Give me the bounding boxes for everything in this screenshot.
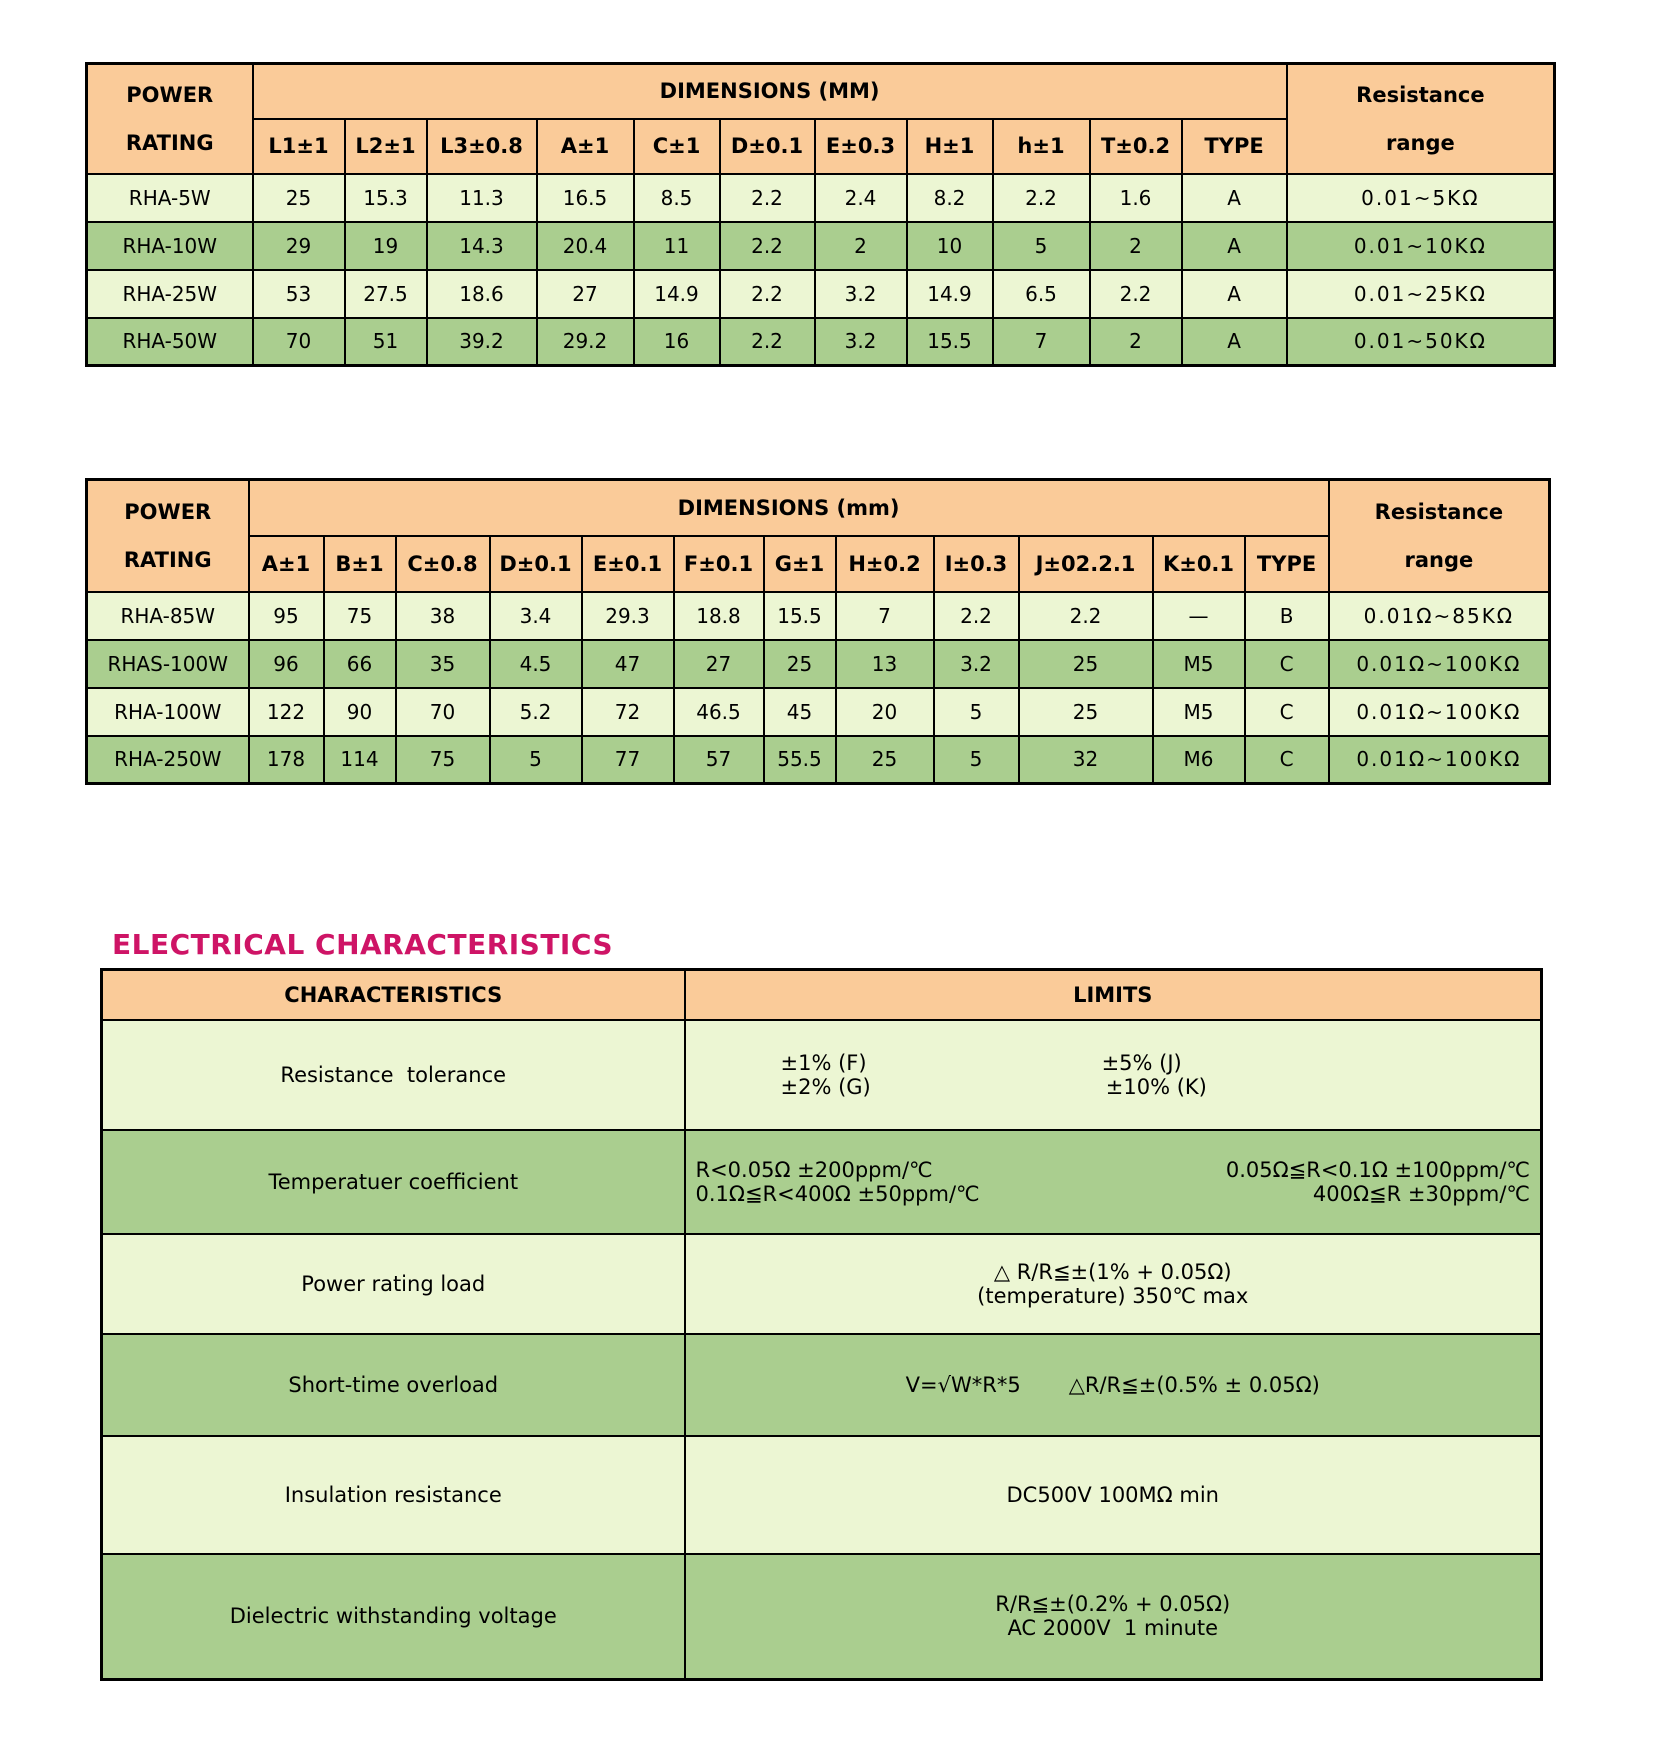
type-cell: C (1245, 688, 1329, 736)
resistance-label: Resistance (1356, 82, 1485, 107)
limits-lines (686, 1260, 1541, 1308)
limit-value: ±5% (J) (1101, 1050, 1182, 1075)
table-row (102, 1234, 1542, 1334)
dimension-cell: 3.2 (815, 318, 907, 366)
dimension-cell: 35 (396, 640, 490, 688)
power-rating-header (87, 480, 249, 592)
power-rating-header (87, 64, 253, 174)
dimension-cell: 38 (396, 592, 490, 640)
limits-line (686, 1158, 1541, 1182)
table-row (102, 1554, 1542, 1680)
col-header: H±1 (907, 119, 993, 174)
power-label: POWER (124, 499, 212, 524)
dimension-cell: 90 (324, 688, 396, 736)
limit-value: △R/R≦±(0.5% ± 0.05Ω) (1068, 1372, 1320, 1397)
limit-value: 0.05Ω≦R<0.1Ω ±100ppm/℃ (1225, 1157, 1530, 1182)
resistance-range-cell: 0.01~10KΩ (1287, 222, 1555, 270)
power-rating-header-text (88, 500, 248, 572)
dimension-cell: 25 (253, 174, 345, 222)
dimension-cell: 14.9 (634, 270, 720, 318)
characteristic-cell: Dielectric withstanding voltage (102, 1554, 685, 1680)
col-header: D±0.1 (720, 119, 815, 174)
limit-value: R<0.05Ω ±200ppm/℃ (695, 1157, 933, 1182)
table-header-row (87, 480, 1550, 536)
dimension-cell: 10 (907, 222, 993, 270)
power-rating-cell: RHA-10W (87, 222, 253, 270)
dimension-cell: 72 (582, 688, 674, 736)
dimension-cell: 2 (1090, 222, 1182, 270)
dimension-cell: 14.3 (427, 222, 537, 270)
dimension-cell: 20.4 (537, 222, 634, 270)
dimension-cell: 29.3 (582, 592, 674, 640)
limit-value: DC500V 100MΩ min (1006, 1482, 1219, 1507)
type-cell: A (1182, 318, 1287, 366)
dimension-cell: 5.2 (490, 688, 582, 736)
dimension-cell: 51 (345, 318, 427, 366)
dimension-cell: 2.2 (720, 222, 815, 270)
dimension-cell: 7 (836, 592, 934, 640)
limits-line (686, 1592, 1541, 1616)
col-header: T±0.2 (1090, 119, 1182, 174)
col-header: A±1 (537, 119, 634, 174)
limit-value: R/R≦±(0.2% + 0.05Ω) (995, 1592, 1231, 1617)
col-header: J±02.2.1 (1019, 536, 1153, 592)
table-row (87, 222, 1555, 270)
dimension-cell: 2.2 (934, 592, 1019, 640)
dimension-cell: 18.8 (674, 592, 764, 640)
dimension-cell: 8.2 (907, 174, 993, 222)
type-cell: C (1245, 640, 1329, 688)
dimension-cell: 18.6 (427, 270, 537, 318)
characteristic-cell: Insulation resistance (102, 1436, 685, 1554)
dimension-cell: 46.5 (674, 688, 764, 736)
limits-cell (685, 1436, 1542, 1554)
limits-lines (686, 1592, 1541, 1640)
dimension-cell: 2.2 (720, 174, 815, 222)
dimension-cell: 39.2 (427, 318, 537, 366)
characteristic-cell: Resistance tolerance (102, 1020, 685, 1130)
dimension-cell: 15.3 (345, 174, 427, 222)
dimension-cell: 25 (764, 640, 836, 688)
type-cell: A (1182, 222, 1287, 270)
rating-label: RATING (123, 547, 212, 572)
col-header: G±1 (764, 536, 836, 592)
dimension-cell: 5 (490, 736, 582, 784)
resistance-range-cell: 0.01~50KΩ (1287, 318, 1555, 366)
table-row (87, 174, 1555, 222)
power-rating-cell: RHA-250W (87, 736, 249, 784)
dimension-cell: 13 (836, 640, 934, 688)
resistance-range-cell: 0.01Ω~100KΩ (1329, 688, 1550, 736)
resistance-range-header (1329, 480, 1550, 592)
table-row (87, 688, 1550, 736)
characteristic-cell: Short-time overload (102, 1334, 685, 1436)
dimension-cell: 53 (253, 270, 345, 318)
col-header: L1±1 (253, 119, 345, 174)
table-row (102, 1130, 1542, 1234)
characteristic-cell: Temperatuer coefficient (102, 1130, 685, 1234)
table-header-row (87, 64, 1555, 119)
table-row (102, 1334, 1542, 1436)
dimension-cell: 75 (324, 592, 396, 640)
dimension-cell: 122 (249, 688, 324, 736)
dimension-cell: 2.2 (1019, 592, 1153, 640)
col-header: E±0.3 (815, 119, 907, 174)
dimension-cell: 3.2 (934, 640, 1019, 688)
dimension-cell: 5 (993, 222, 1090, 270)
dimension-cell: 19 (345, 222, 427, 270)
power-rating-cell: RHAS-100W (87, 640, 249, 688)
dimension-cell: 96 (249, 640, 324, 688)
table-header-row (102, 970, 1542, 1020)
limits-line (686, 1483, 1541, 1507)
limits-cell (685, 1130, 1542, 1234)
section-title: ELECTRICAL CHARACTERISTICS (112, 928, 614, 961)
dimension-cell: M5 (1153, 688, 1245, 736)
power-label: POWER (126, 82, 214, 107)
limits-line (686, 1373, 1541, 1397)
electrical-characteristics-table (100, 968, 1543, 1681)
dimension-cell: 5 (934, 736, 1019, 784)
dimension-cell: 178 (249, 736, 324, 784)
dimension-cell: 3.4 (490, 592, 582, 640)
dimension-cell: 29 (253, 222, 345, 270)
dimension-cell: — (1153, 592, 1245, 640)
type-cell: C (1245, 736, 1329, 784)
limit-value: ±10% (K) (1105, 1074, 1207, 1099)
col-header: TYPE (1182, 119, 1287, 174)
col-header: C±1 (634, 119, 720, 174)
dimensions-header: DIMENSIONS (mm) (249, 480, 1329, 536)
dimension-cell: 70 (396, 688, 490, 736)
resistance-range-cell: 0.01Ω~100KΩ (1329, 640, 1550, 688)
dimension-cell: 77 (582, 736, 674, 784)
power-rating-cell: RHA-85W (87, 592, 249, 640)
dimension-cell: 2.2 (720, 270, 815, 318)
dimension-cell: M5 (1153, 640, 1245, 688)
dimension-cell: 32 (1019, 736, 1153, 784)
limits-line (686, 1616, 1541, 1640)
dimensions-table-large-types (85, 478, 1551, 785)
dimension-cell: 66 (324, 640, 396, 688)
dimension-cell: 57 (674, 736, 764, 784)
limits-lines (686, 1051, 1541, 1099)
limit-value: 400Ω≦R ±30ppm/℃ (1312, 1181, 1530, 1206)
dimension-cell: 27 (537, 270, 634, 318)
dimension-cell: 29.2 (537, 318, 634, 366)
power-rating-header-text (88, 83, 252, 155)
resistance-range-cell: 0.01~5KΩ (1287, 174, 1555, 222)
col-header: K±0.1 (1153, 536, 1245, 592)
power-rating-cell: RHA-100W (87, 688, 249, 736)
dimension-cell: 20 (836, 688, 934, 736)
dimension-cell: 45 (764, 688, 836, 736)
table-row (102, 1020, 1542, 1130)
dimension-cell: 6.5 (993, 270, 1090, 318)
col-header: B±1 (324, 536, 396, 592)
limits-line (686, 1182, 1541, 1206)
limits-line (686, 1260, 1541, 1284)
dimension-cell: 25 (1019, 640, 1153, 688)
dimension-cell: 11 (634, 222, 720, 270)
resistance-label: Resistance (1374, 499, 1504, 524)
dimension-cell: 2.2 (720, 318, 815, 366)
table-row (87, 592, 1550, 640)
characteristic-cell: Power rating load (102, 1234, 685, 1334)
dimension-cell: 75 (396, 736, 490, 784)
col-header: A±1 (249, 536, 324, 592)
dimension-cell: 2 (815, 222, 907, 270)
dimension-cell: 15.5 (907, 318, 993, 366)
power-rating-cell: RHA-25W (87, 270, 253, 318)
dimension-cell: 4.5 (490, 640, 582, 688)
limit-value: 0.1Ω≦R<400Ω ±50ppm/℃ (695, 1181, 980, 1206)
range-label: range (1404, 547, 1474, 572)
dimension-cell: 2.2 (1090, 270, 1182, 318)
dimension-cell: 11.3 (427, 174, 537, 222)
dimension-cell: 114 (324, 736, 396, 784)
resistance-range-header-text (1330, 500, 1549, 572)
dimension-cell: 27.5 (345, 270, 427, 318)
col-header: D±0.1 (490, 536, 582, 592)
limits-header: LIMITS (685, 970, 1542, 1020)
limit-value: (temperature) 350℃ max (977, 1283, 1249, 1308)
col-header: C±0.8 (396, 536, 490, 592)
limits-line (686, 1051, 1541, 1075)
dimension-cell: 2.2 (993, 174, 1090, 222)
col-header: I±0.3 (934, 536, 1019, 592)
dimensions-table-small-types (85, 62, 1556, 367)
power-rating-cell: RHA-5W (87, 174, 253, 222)
dimension-cell: 25 (836, 736, 934, 784)
power-rating-cell: RHA-50W (87, 318, 253, 366)
table-row (102, 1436, 1542, 1554)
type-cell: A (1182, 174, 1287, 222)
table-row (87, 640, 1550, 688)
limits-lines (686, 1373, 1541, 1397)
resistance-range-cell: 0.01Ω~85KΩ (1329, 592, 1550, 640)
col-header: H±0.2 (836, 536, 934, 592)
limits-cell (685, 1554, 1542, 1680)
characteristics-header: CHARACTERISTICS (102, 970, 685, 1020)
table-row (87, 270, 1555, 318)
col-header: L3±0.8 (427, 119, 537, 174)
limits-line (686, 1284, 1541, 1308)
type-cell: B (1245, 592, 1329, 640)
dimension-cell: 15.5 (764, 592, 836, 640)
dimension-cell: 14.9 (907, 270, 993, 318)
dimension-cell: 1.6 (1090, 174, 1182, 222)
table-row (87, 736, 1550, 784)
dimension-cell: 16 (634, 318, 720, 366)
table-row (87, 318, 1555, 366)
limits-cell (685, 1234, 1542, 1334)
dimension-cell: 70 (253, 318, 345, 366)
dimension-cell: 55.5 (764, 736, 836, 784)
resistance-range-header-text (1288, 83, 1554, 155)
dimension-cell: 95 (249, 592, 324, 640)
limits-cell (685, 1334, 1542, 1436)
limit-value: △ R/R≦±(1% + 0.05Ω) (993, 1259, 1232, 1284)
limit-value: V=√W*R*5 (905, 1372, 1021, 1397)
limits-line (686, 1075, 1541, 1099)
dimension-cell: 25 (1019, 688, 1153, 736)
dimension-cell: M6 (1153, 736, 1245, 784)
resistance-range-header (1287, 64, 1555, 174)
resistance-range-cell: 0.01Ω~100KΩ (1329, 736, 1550, 784)
limit-value: AC 2000V 1 minute (1007, 1616, 1219, 1641)
resistance-range-cell: 0.01~25KΩ (1287, 270, 1555, 318)
rating-label: RATING (125, 130, 214, 155)
col-header: F±0.1 (674, 536, 764, 592)
dimension-cell: 47 (582, 640, 674, 688)
col-header: L2±1 (345, 119, 427, 174)
dimension-cell: 7 (993, 318, 1090, 366)
limits-cell (685, 1020, 1542, 1130)
dimension-cell: 16.5 (537, 174, 634, 222)
col-header: TYPE (1245, 536, 1329, 592)
dimension-cell: 27 (674, 640, 764, 688)
col-header: h±1 (993, 119, 1090, 174)
dimensions-header: DIMENSIONS (MM) (253, 64, 1287, 119)
dimension-cell: 3.2 (815, 270, 907, 318)
col-header: E±0.1 (582, 536, 674, 592)
dimension-cell: 5 (934, 688, 1019, 736)
range-label: range (1386, 130, 1455, 155)
dimension-cell: 2 (1090, 318, 1182, 366)
limit-value: ±1% (F) (780, 1050, 867, 1075)
limits-lines (686, 1483, 1541, 1507)
dimension-cell: 2.4 (815, 174, 907, 222)
type-cell: A (1182, 270, 1287, 318)
limit-value: ±2% (G) (780, 1074, 871, 1099)
limits-lines (686, 1158, 1541, 1206)
dimension-cell: 8.5 (634, 174, 720, 222)
